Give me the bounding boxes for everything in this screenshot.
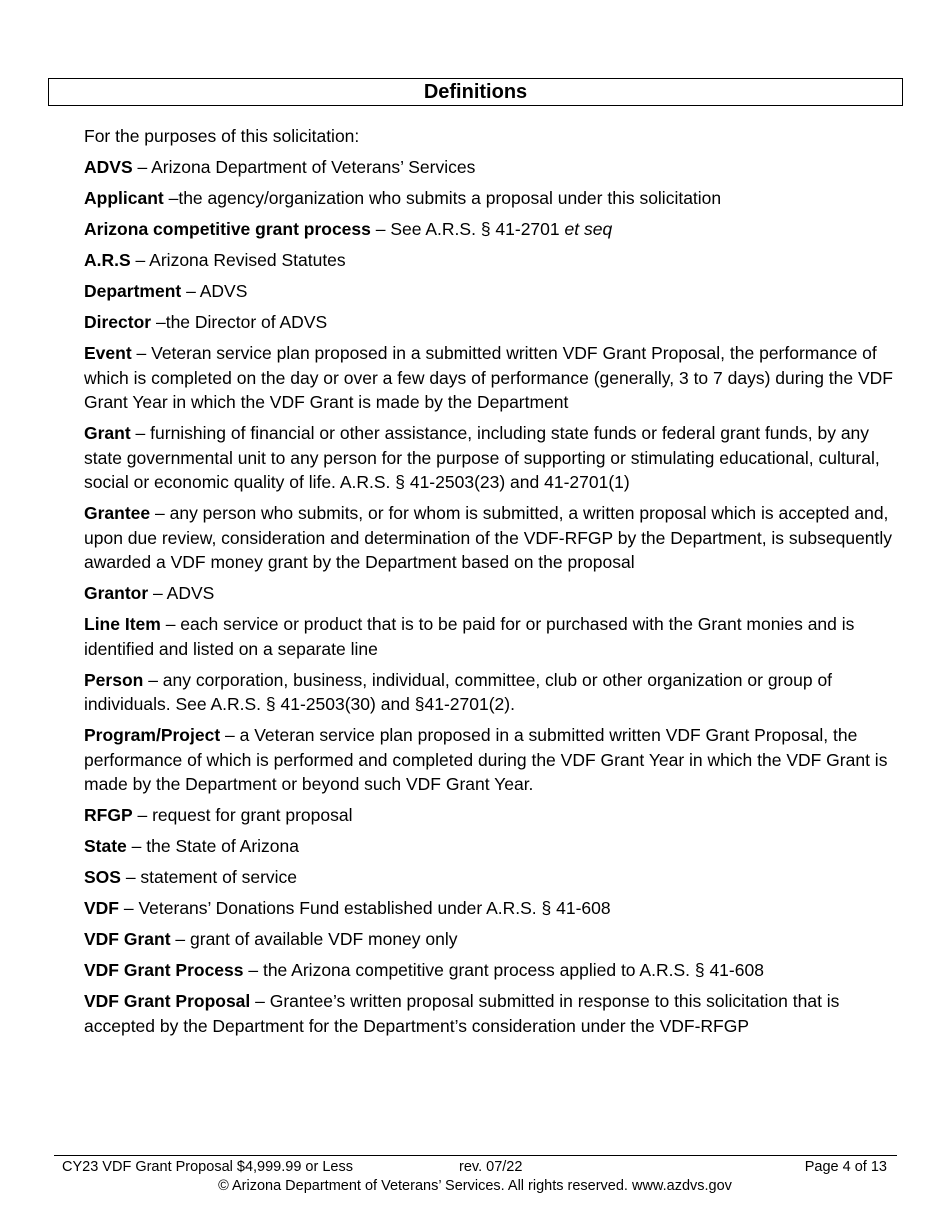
- definition-italic: et seq: [564, 219, 613, 239]
- definition-text: – the Arizona competitive grant process applied to A.R.S. § 41-608: [243, 960, 764, 980]
- definition-item: [84, 803, 899, 828]
- definition-term: Department: [84, 281, 182, 301]
- intro-text: For the purposes of this solicitation:: [84, 126, 360, 146]
- definition-term: Applicant: [84, 188, 164, 208]
- definition-text: – a Veteran service plan proposed in a submitted written VDF Grant Proposal, the performance of which is performed and completed during the VDF Grant Year in which the VDF Grant is made by the Department or beyond such VDF Grant Year.: [84, 725, 888, 794]
- definition-term: Person: [84, 669, 144, 690]
- definition-item: [84, 186, 899, 211]
- definition-text: –the agency/organization who submits a proposal under this solicitation: [163, 188, 722, 208]
- section-title: Definitions: [48, 78, 903, 106]
- definition-item: [84, 155, 899, 180]
- definition-term: Program/Project: [84, 725, 221, 745]
- definition-text: – statement of service: [120, 867, 298, 887]
- definition-text: – request for grant proposal: [132, 805, 353, 825]
- definition-text: – each service or product that is to be paid for or purchased with the Grant monies and is identified and listed on a separate line: [84, 614, 855, 659]
- definition-term: VDF Grant: [84, 929, 171, 949]
- definition-text: – grant of available VDF money only: [170, 929, 458, 949]
- definition-text: – ADVS: [181, 281, 248, 301]
- definition-text: – Arizona Department of Veterans’ Services: [132, 157, 476, 177]
- footer-copyright: © Arizona Department of Veterans’ Services. All rights reserved. www.azdvs.gov: [218, 1178, 732, 1194]
- definition-term: Arizona competitive grant process: [84, 219, 371, 239]
- definition-item: [84, 896, 899, 921]
- definition-term: VDF: [84, 898, 119, 918]
- definition-term: Grantor: [84, 583, 149, 603]
- definition-item: [84, 612, 899, 661]
- definition-text: – Veterans’ Donations Fund established under A.R.S. § 41-608: [119, 898, 611, 918]
- definition-text: – the State of Arizona: [126, 836, 299, 856]
- definition-item: [84, 581, 899, 606]
- definition-item: [84, 723, 899, 797]
- definition-text: – furnishing of financial or other assistance, including state funds or federal grant funds, by any state governmental unit to any person for the purpose of supporting or stimulating educational, cultural, social or economic quality of life. A.R.S. § 41-2503(23) and 41-2701(1): [84, 423, 880, 492]
- definition-item: [84, 834, 899, 859]
- definition-term: Director: [84, 312, 152, 332]
- definition-term: Grantee: [84, 503, 151, 523]
- definition-text: – Arizona Revised Statutes: [130, 250, 346, 270]
- definition-item: [84, 217, 899, 242]
- footer-divider: [54, 1155, 897, 1156]
- definition-text: – See A.R.S. § 41-2701: [370, 219, 565, 239]
- definition-item: [84, 865, 899, 890]
- definition-term: ADVS: [84, 157, 133, 177]
- definition-term: SOS: [84, 867, 121, 887]
- definition-item: [84, 421, 899, 495]
- definition-item: [84, 310, 899, 335]
- definition-term: VDF Grant Proposal: [84, 991, 251, 1011]
- definition-item: [84, 279, 899, 304]
- definition-text: – any corporation, business, individual, committee, club or other organization or group of individuals. See A.R.S. § 41-2503(30) and §41-2701(2).: [84, 669, 833, 714]
- definition-item: [84, 248, 899, 273]
- definition-text: –the Director of ADVS: [151, 312, 328, 332]
- definition-item: [84, 989, 899, 1038]
- definition-item: [84, 668, 899, 717]
- definition-item: [84, 501, 899, 575]
- definition-item: [84, 958, 899, 983]
- definition-term: State: [84, 836, 127, 856]
- definition-term: RFGP: [84, 805, 133, 825]
- definition-term: VDF Grant Process: [84, 960, 244, 980]
- definition-item: [84, 341, 899, 415]
- footer-document-name: CY23 VDF Grant Proposal $4,999.99 or Less: [62, 1159, 353, 1175]
- definition-text: – ADVS: [148, 583, 215, 603]
- definitions-content: [84, 124, 899, 1045]
- definition-term: A.R.S: [84, 250, 131, 270]
- definition-item: [84, 927, 899, 952]
- definition-term: Line Item: [84, 614, 161, 634]
- footer-revision: rev. 07/22: [459, 1159, 523, 1175]
- definition-term: Grant: [84, 423, 131, 443]
- footer-page-number: Page 4 of 13: [804, 1159, 887, 1175]
- definition-text: – Grantee’s written proposal submitted in response to this solicitation that is accepted by the Department for the Department’s consideration under the VDF-RFGP: [84, 991, 840, 1036]
- definition-text: – any person who submits, or for whom is submitted, a written proposal which is accepted and, upon due review, consideration and determination of the VDF-RFGP by the Department, is subsequently awarded a VDF money grant by the Department based on the proposal: [84, 503, 893, 572]
- definition-term: Event: [84, 343, 132, 363]
- definition-text: – Veteran service plan proposed in a submitted written VDF Grant Proposal, the performance of which is completed on the day or over a few days of performance (generally, 3 to 7 days) during the VDF Grant Year in which the VDF Grant is made by the Department: [84, 343, 893, 412]
